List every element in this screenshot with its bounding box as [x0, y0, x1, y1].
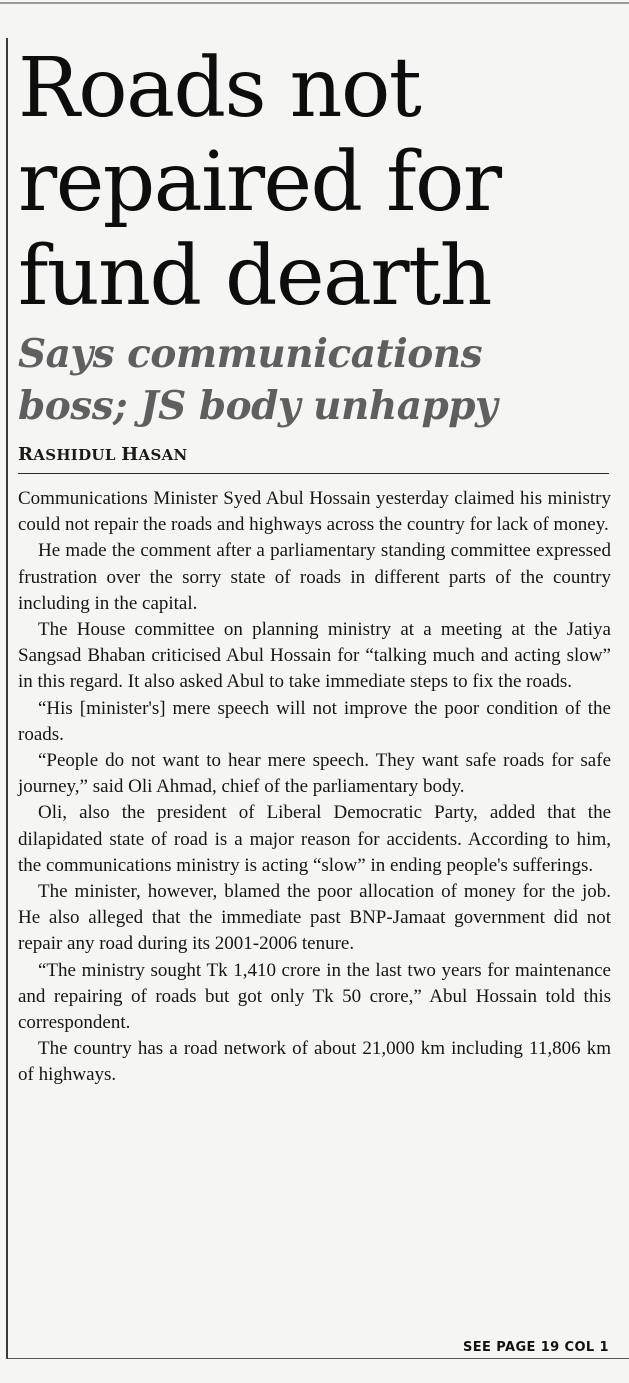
article-column: [18, 42, 613, 1089]
article-body: [18, 486, 611, 1089]
bottom-rule: [8, 1358, 629, 1359]
subheadline: [18, 328, 613, 432]
paragraph-1: Communications Minister Syed Abul Hossain yesterday claimed his ministry could not repair the roads and highways across the country for lack of money.: [18, 488, 611, 536]
headline-line-1: Roads not: [18, 41, 421, 136]
paragraph-6: Oli, also the president of Liberal Democratic Party, added that the dilapidated state of road is a major reason for accidents. According to him, the communications ministry is acting “slow” in ending people's sufferings.: [18, 802, 611, 876]
headline: [18, 42, 613, 324]
top-rule: [0, 2, 629, 4]
headline-line-2: repaired for: [18, 135, 501, 230]
paragraph-5: “People do not want to hear mere speech. They want safe roads for safe journey,” said Oli Ahmad, chief of the parliamentary body.: [18, 750, 611, 798]
paragraph-7: The minister, however, blamed the poor allocation of money for the job. He also alleged that the immediate past BNP-Jamaat government did not repair any road during its 2001-2006 tenure.: [18, 881, 611, 955]
paragraph-2: He made the comment after a parliamentary standing committee expressed frustration over the sorry state of roads in different parts of the country including in the capital.: [18, 540, 611, 614]
headline-line-3: fund dearth: [18, 229, 491, 324]
continuation-link[interactable]: SEE PAGE 19 COL 1: [463, 1340, 609, 1355]
paragraph-8: “The ministry sought Tk 1,410 crore in the last two years for maintenance and repairing of roads but got only Tk 50 crore,” Abul Hossain told this correspondent.: [18, 959, 611, 1034]
paragraph-4: “His [minister's] mere speech will not improve the poor condition of the roads.: [18, 697, 611, 745]
subhead-line-2: boss; JS body unhappy: [18, 383, 498, 429]
byline: RASHIDUL HASAN: [18, 444, 609, 474]
paragraph-9: The country has a road network of about 21,000 km including 11,806 km of highways.: [18, 1038, 611, 1086]
paragraph-3: The House committee on planning ministry at a meeting at the Jatiya Sangsad Bhaban criticised Abul Hossain for “talking much and acting slow” in this regard. It also asked Abul to take immediate steps to fix the roads.: [18, 619, 611, 693]
subhead-line-1: Says communications: [18, 331, 483, 377]
column-rule: [6, 38, 8, 1359]
